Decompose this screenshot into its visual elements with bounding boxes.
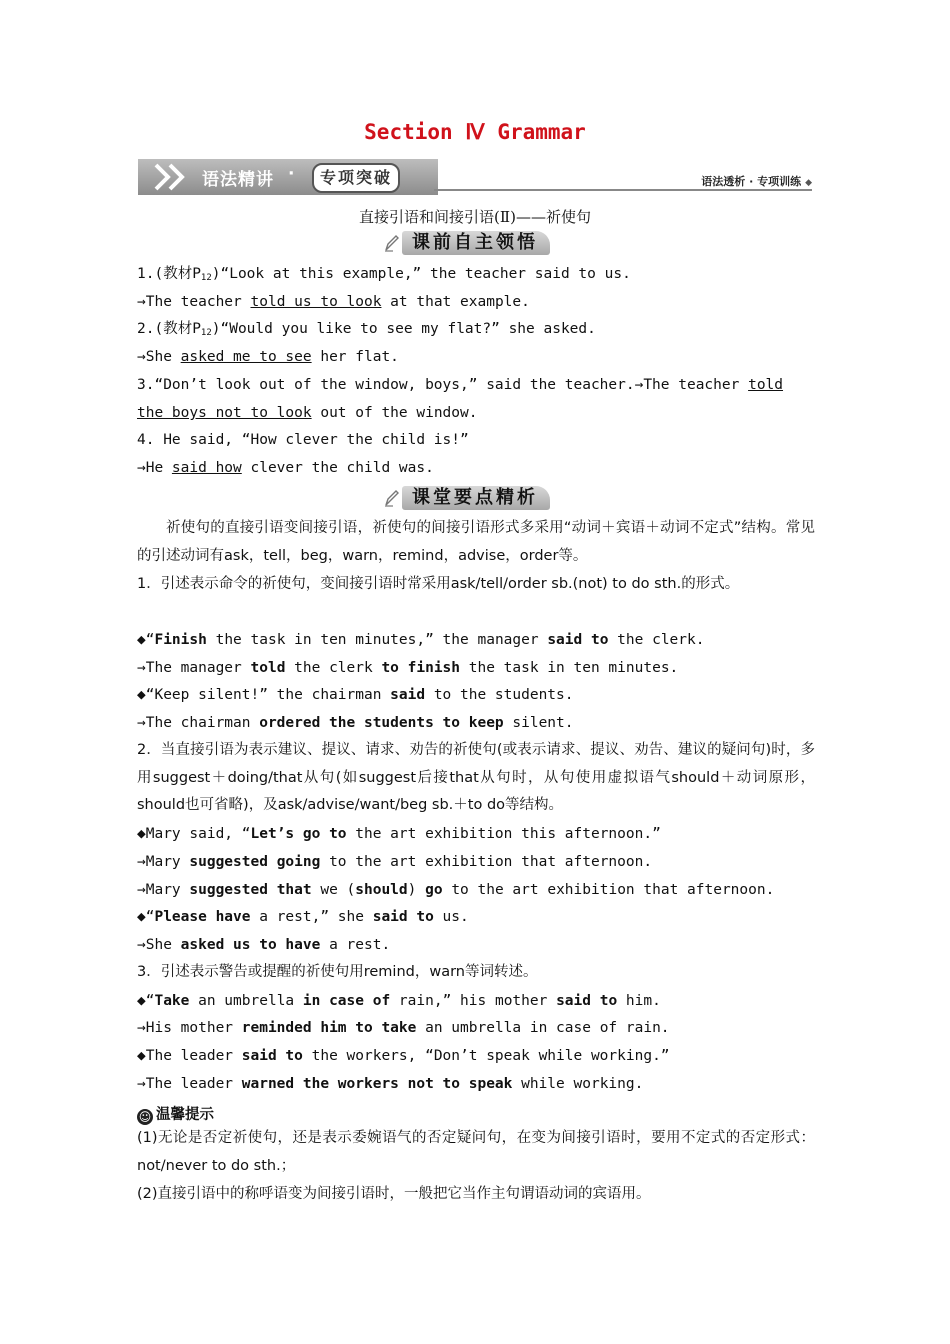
text: 2.(教材P: [137, 321, 201, 337]
text: →The chairman: [137, 715, 260, 731]
tip-2: (2)直接引语中的称呼语变为间接引语时，一般把它当作主句谓语动词的宾语用。: [137, 1186, 651, 1202]
answer-blank: told: [748, 377, 784, 393]
answer-blank: told us to look: [250, 294, 382, 310]
text: an umbrella in case of rain.: [416, 1020, 670, 1036]
example-2d: [137, 907, 469, 927]
banner-label-a: 语法精讲: [202, 170, 274, 190]
text: →The manager: [137, 660, 251, 676]
text: a rest.: [320, 937, 391, 953]
pre-line-3: [137, 319, 596, 343]
text: ◆“: [137, 632, 155, 648]
text: an umbrella: [189, 993, 303, 1009]
point-1: 1．引述表示命令的祈使句，变间接引语时常采用ask/tell/order sb.(not) to do sth.的形式。: [137, 576, 740, 592]
text: 1.(教材P: [137, 266, 201, 282]
banner-divider: [434, 189, 812, 191]
bold-text: reminded him to take: [241, 1020, 417, 1036]
bold-text: suggested that: [189, 882, 312, 898]
text: her flat.: [311, 349, 399, 365]
bold-text: said: [390, 687, 426, 703]
example-3b: [137, 1018, 670, 1038]
answer-blank: said how: [171, 460, 242, 476]
bold-text: should: [355, 882, 408, 898]
text: →The leader: [137, 1076, 242, 1092]
text: him.: [617, 993, 661, 1009]
text: →He: [137, 460, 172, 476]
example-2a: [137, 824, 661, 844]
pre-line-4: [137, 347, 399, 367]
text: to the art exhibition that afternoon.: [320, 854, 653, 870]
pre-line-6: [137, 403, 477, 423]
pencil-icon: [384, 234, 400, 252]
text: we (: [311, 882, 356, 898]
pencil-icon: [384, 489, 400, 507]
bold-text: ordered the students to keep: [259, 715, 504, 731]
text: clever the child was.: [241, 460, 434, 476]
example-3d: [137, 1074, 643, 1094]
text: ◆Mary said, “: [137, 826, 251, 842]
bold-text: said to: [372, 909, 434, 925]
text: ◆“: [137, 993, 155, 1009]
text: rain,” his mother: [390, 993, 557, 1009]
bold-text: warned the workers not to speak: [241, 1076, 513, 1092]
answer-blank: asked me to see: [180, 349, 312, 365]
bold-text: said to: [547, 632, 609, 648]
example-1a: [137, 630, 704, 650]
text: the workers, “Don’t speak while working.”: [302, 1048, 670, 1064]
text: out of the window.: [311, 405, 478, 421]
section-title: Section Ⅳ Grammar: [364, 120, 586, 144]
text: the task in ten minutes.: [460, 660, 679, 676]
subheading-text: 课前自主领悟: [402, 231, 550, 255]
banner-right-text: 语法透析 · 专项训练: [701, 175, 802, 188]
text: silent.: [503, 715, 574, 731]
bold-text: said to: [241, 1048, 303, 1064]
example-2b: [137, 852, 652, 872]
text: →She: [137, 349, 181, 365]
text: the clerk.: [608, 632, 705, 648]
text: to the students.: [425, 687, 574, 703]
text: the task in ten minutes,” the manager: [206, 632, 548, 648]
banner-left-block: [138, 159, 438, 195]
example-2e: [137, 935, 390, 955]
tip-1: (1)无论是否定祈使句，还是表示委婉语气的否定疑问句，在变为间接引语时，要用不定式的否定形式：not/never to do sth.；: [137, 1130, 815, 1174]
bold-text: Let’s go to: [250, 826, 347, 842]
diamond-icon: ◆: [805, 178, 812, 188]
bold-text: go: [425, 882, 443, 898]
chevron-right-icon: [152, 163, 196, 191]
subscript: 12: [200, 328, 212, 338]
text: the clerk: [285, 660, 382, 676]
bold-text: Take: [154, 993, 190, 1009]
example-2c: [137, 880, 774, 900]
text: 3.“Don’t look out of the window, boys,” said the teacher.→The teacher: [137, 377, 749, 393]
example-3c: [137, 1046, 670, 1066]
bold-text: asked us to have: [180, 937, 321, 953]
bold-text: in case of: [302, 993, 391, 1009]
text: )“Look at this example,” the teacher said to us.: [211, 266, 631, 282]
intro-paragraph: 祈使句的直接引语变间接引语，祈使句的间接引语形式多采用“动词＋宾语＋动词不定式”结构。常见的引述动词有ask，tell，beg，warn，remind，advise，order等。: [137, 520, 815, 564]
text: while working.: [512, 1076, 644, 1092]
banner-right-label: [701, 173, 812, 189]
banner-dot: ·: [288, 164, 295, 184]
text: at that example.: [381, 294, 530, 310]
text: →His mother: [137, 1020, 242, 1036]
bold-text: to finish: [381, 660, 461, 676]
example-1b: [137, 658, 678, 678]
example-3a: [137, 991, 661, 1011]
tip-heading: [137, 1103, 214, 1123]
bold-text: Please have: [154, 909, 251, 925]
example-1c: [137, 685, 574, 705]
smiley-icon: ☺: [138, 1110, 152, 1124]
banner-label-b: 专项突破: [312, 163, 400, 193]
topic-heading: 直接引语和间接引语(Ⅱ)——祈使句: [359, 208, 591, 226]
answer-blank: the boys not to look: [137, 405, 312, 421]
subscript: 12: [200, 273, 212, 283]
bold-text: suggested going: [189, 854, 321, 870]
pre-line-2: [137, 292, 530, 312]
section-banner: [138, 159, 812, 195]
text: us.: [433, 909, 469, 925]
text: ): [407, 882, 426, 898]
text: ◆The leader: [137, 1048, 242, 1064]
pre-line-8: [137, 458, 434, 478]
tip-title: 温馨提示: [156, 1107, 214, 1123]
text: →The teacher: [137, 294, 251, 310]
pre-line-1: [137, 264, 631, 288]
text: to the art exhibition that afternoon.: [442, 882, 775, 898]
text: →She: [137, 937, 181, 953]
point-3: 3．引述表示警告或提醒的祈使句用remind，warn等词转述。: [137, 964, 538, 980]
text: ◆“: [137, 909, 155, 925]
text: →Mary: [137, 882, 190, 898]
example-1d: [137, 713, 574, 733]
subheading-text: 课堂要点精析: [402, 486, 550, 510]
text: a rest,” she: [250, 909, 373, 925]
text: →Mary: [137, 854, 190, 870]
text: )“Would you like to see my flat?” she asked.: [211, 321, 596, 337]
pre-line-7: 4. He said, “How clever the child is!”: [137, 432, 469, 448]
bold-text: said to: [556, 993, 618, 1009]
bold-text: told: [250, 660, 286, 676]
bold-text: Finish: [154, 632, 207, 648]
point-2: 2．当直接引语为表示建议、提议、请求、劝告的祈使句(或表示请求、提议、劝告、建议的疑问句)时，多用suggest＋doing/that从句(如suggest后接that从句时，从句使用虚拟语气should＋动词原形，should也可省略)，及ask/advise/want/beg sb.＋to do等结构。: [137, 742, 815, 814]
text: ◆“Keep silent!” the chairman: [137, 687, 391, 703]
text: the art exhibition this afternoon.”: [346, 826, 661, 842]
pre-line-5: [137, 375, 783, 395]
